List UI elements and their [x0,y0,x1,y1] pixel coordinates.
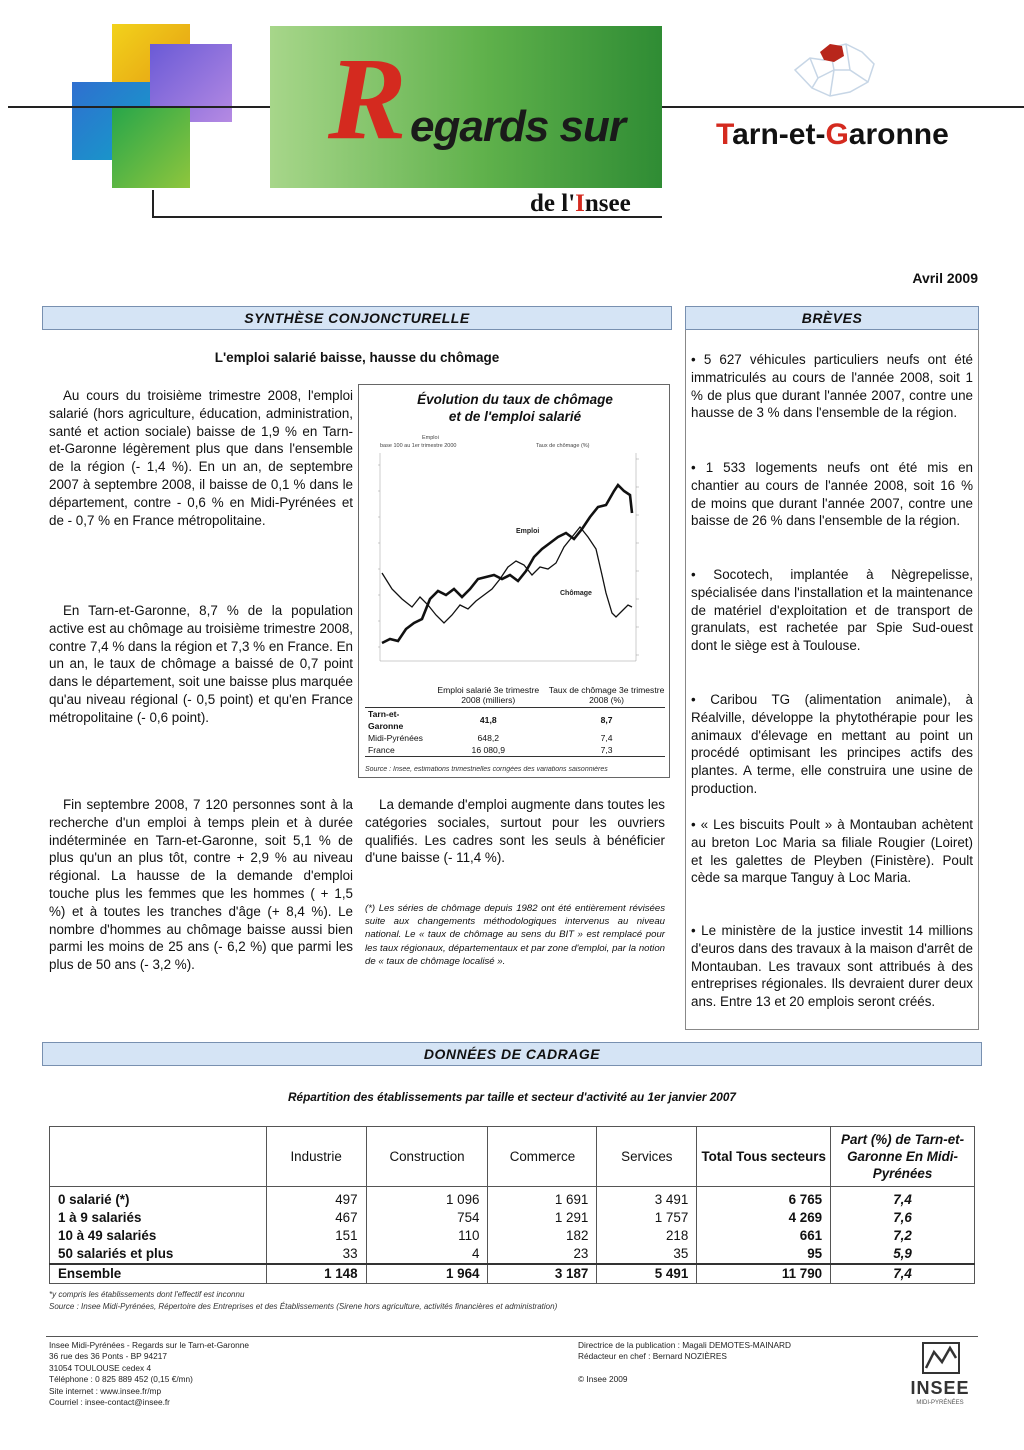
footer-rule [46,1336,978,1337]
breve-item: • Caribou TG (alimentation animale), à Réalville, développe la phytothérapie pour les animaux d'élevage en mettant au point un procédé optimisant les principes actifs des plantes. A terme, elle construira une usine de production. [691,692,973,796]
breve-item: • 5 627 véhicules particuliers neufs ont été immatriculés au cours de l'année 2008, soit 1 % de plus que durant l'année 2007, contre une hausse de 3 % dans l'ensemble de la région. [691,352,973,421]
footer-address: Insee Midi-Pyrénées - Regards sur le Tarn-et-Garonne 36 rue des 36 Ponts - BP 94217 31054 TOULOUSE cedex 4 Téléphone : 0 825 889 452 (0,15 €/mn) Site internet : www.insee.fr/mp Courriel : insee-contact@insee.fr [49,1340,249,1408]
article-paragraph-1: Au cours du troisième trimestre 2008, l'emploi salarié (hors agriculture, éducation, administration, santé et action sociale) baisse de 1,9 % en Tarn-et-Garonne légèrement plus que dans l'ensemble de la région (- 1,4 %). En un an, de septembre 2007 à septembre 2008, il baisse de 0,1 % dans le département, contre - 0,6 % en Midi-Pyrénées et de - 0,7 % en France métropolitaine. [49,388,353,528]
table-header-part: Part (%) de Tarn-et-Garonne En Midi-Pyrénées [831,1127,975,1187]
table-row: 10 à 49 salariés 151 110 182 218 661 7,2 [50,1227,975,1245]
brand-title: egards sur [410,102,625,151]
table-header-commerce: Commerce [488,1127,597,1187]
chart-table-row: Tarn-et-Garonne 41,8 8,7 [365,708,665,733]
insee-logo-sub: MIDI-PYRÉNÉES [916,1400,964,1406]
establishments-table [49,1126,975,1284]
logo-square-green [112,108,190,188]
section-title-synthese: SYNTHÈSE CONJONCTURELLE [42,306,672,330]
breve-item: • « Les biscuits Poult » à Montauban achètent au breton Loc Maria sa filiale Rougier (Loiret) et les galettes de Pleyben (Finistère). Poult cède sa marque Tanguy à Loc Maria. [691,817,973,886]
section-title-cadrage: DONNÉES DE CADRAGE [42,1042,982,1066]
chart-series-label-emploi: Emploi [516,528,540,535]
article-paragraph-4: La demande d'emploi augmente dans toutes les catégories sociales, surtout pour les ouvriers qualifiés. Les cadres sont les seuls à bénéficier d'une baisse (- 11,4 %). [365,797,665,866]
breve-item: • Le ministère de la justice investit 14 millions d'euros dans des travaux à la maison d'arrêt de Montauban. Les travaux sont attribués à des entreprises régionales. Ils devraient durer deux ans. Entre 13 et 20 emplois seront créés. [691,923,973,1010]
chart-figure [358,384,670,778]
breve-item: • Socotech, implantée à Nègrepelisse, spécialisée dans l'installation et la maintenance de matériel d'exploitation et de transport de granulats, est rachetée par Spie Sud-ouest dont le siège est à Toulouse. [691,567,973,654]
publication-date: Avril 2009 [912,270,978,286]
table-row: 50 salariés et plus 33 4 23 35 95 5,9 [50,1245,975,1264]
table-note-1: *y compris les établissements dont l'effectif est inconnu [49,1290,245,1299]
brand-initial: R [328,33,407,164]
chart-table-header-taux: Taux de chômage 3e trimestre 2008 (%) [548,685,665,705]
chart-series-label-chomage: Chômage [560,590,592,597]
table-notes [49,1289,557,1313]
article-paragraph-2: En Tarn-et-Garonne, 8,7 % de la population active est au chômage au troisième trimestre 2008, contre 7,4 % dans la région et 7,3 % en France. En un an, le taux de chômage a baissé de 0,7 point dans le département, soit une baisse plus marquée qu'au niveau régional (- 0,5 point) et qu'en France métropolitaine (- 0,6 point). [49,603,353,725]
chart-source: Source : Insee, estimations trimestrielles corrigées des variations saisonnières [365,766,608,773]
chart-summary-table [365,685,665,757]
insee-logo [908,1340,972,1410]
table-header-construction: Construction [366,1127,488,1187]
breve-item: • 1 533 logements neufs ont été mis en chantier au cours de l'année 2008, soit 16 % de moins que durant l'année 2007, contre une baisse de 26 % dans l'ensemble de la région. [691,460,973,529]
chart-right-label: Taux de chômage (%) [536,443,590,449]
article-footnote: (*) Les séries de chômage depuis 1982 ont été entièrement révisées suite aux changements méthodologiques intervenus au niveau national. Le « taux de chômage au sens du BIT » est remplacé pour les taux régionaux, départementaux et par zone d'emploi, par la notion de « taux de chômage localisé ». [365,903,665,967]
table-header-blank [50,1127,267,1187]
chart-table-row: Midi-Pyrénées 648,2 7,4 [368,733,613,743]
article-headline: L'emploi salarié baisse, hausse du chômage [214,350,500,365]
section-title-breves: BRÈVES [685,306,979,330]
chart-plot [366,429,664,679]
table-source: Source : Insee Midi-Pyrénées, Répertoire des Entreprises et des Établissements (Sirene hors agriculture, activités financières et administration) [49,1302,558,1311]
brand-insee: de l'Insee [530,190,631,217]
chart-title: Évolution du taux de chômage et de l'emploi salarié [417,392,613,424]
chart-left-label-1: Emploi [422,435,439,441]
chart-left-label-2: base 100 au 1er trimestre 2000 [380,443,457,449]
table-header-industrie: Industrie [266,1127,366,1187]
table-row: 0 salarié (*) 497 1 096 1 691 3 491 6 765 7,4 [50,1187,975,1210]
chart-table-header-blank [365,685,428,708]
region-map-icon [790,30,880,104]
insee-logo-icon [922,1342,960,1374]
table-row: 1 à 9 salariés 467 754 1 291 1 757 4 269 7,6 [50,1209,975,1227]
insee-logo-word: INSEE [910,1378,970,1398]
table-title: Répartition des établissements par taille et secteur d'activité au 1er janvier 2007 [287,1090,736,1104]
region-title: Tarn-et-Garonne [716,118,949,151]
table-total-row: Ensemble 1 148 1 964 3 187 5 491 11 790 7,4 [50,1264,975,1284]
table-header-services: Services [597,1127,697,1187]
chart-table-header-emploi: Emploi salarié 3e trimestre 2008 (milliers) [437,685,540,705]
table-header-total: Total Tous secteurs [697,1127,831,1187]
article-paragraph-3: Fin septembre 2008, 7 120 personnes sont à la recherche d'un emploi à temps plein et à durée indéterminée en Tarn-et-Garonne, soit 5,1 % de plus qu'un an plus tôt, contre + 2,9 % au niveau régional. La hausse de la demande d'emploi touche plus les femmes que les hommes ( + 1,5 %) et à toutes les tranches d'âge (+ 8,4 %). Le nombre d'hommes au chômage baisse aussi bien parmi les moins de 25 ans (- 6,2 %) que parmi les plus de 50 ans (- 3,2 %). [49,797,353,973]
footer-credits: Directrice de la publication : Magali DEMOTES-MAINARD Rédacteur en chef : Bernard NOZIÈRES © Insee 2009 [578,1340,792,1384]
chart-table-row: France 16 080,9 7,3 [365,744,665,757]
